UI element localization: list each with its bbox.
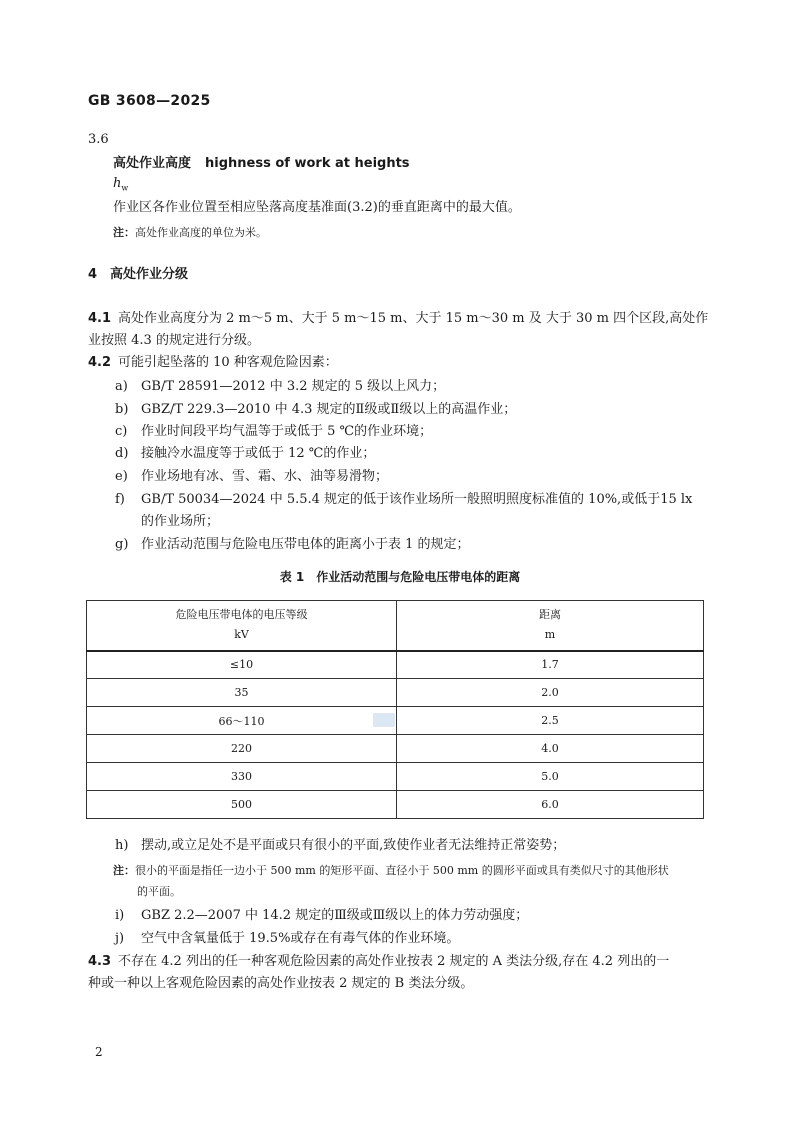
clause-4-1-text1: 高处作业高度分为 2 m～5 m、大于 5 m～15 m、大于 15 m～30 m 及 大于 30 m 四个区段,高处作: [118, 311, 709, 326]
voltage-cell: 330: [87, 763, 397, 791]
voltage-cell: 220: [87, 735, 397, 763]
clause-4-3-number: 4.3: [88, 954, 112, 969]
list-item-continuation: 的作业场所；: [141, 514, 220, 529]
distance-cell: 4.0: [397, 735, 704, 763]
table-header-row: [87, 601, 704, 651]
term-heading: [113, 154, 410, 174]
distance-column-header: 距离 m: [397, 601, 704, 651]
distance-cell: 2.5: [397, 707, 704, 735]
page-number: 2: [95, 1045, 103, 1059]
distance-cell: 2.0: [397, 679, 704, 707]
term-symbol: [113, 176, 128, 193]
watermark-logo: [373, 713, 395, 727]
table-row: [87, 763, 704, 791]
voltage-cell: 66～110: [87, 707, 397, 735]
distance-table: [86, 600, 704, 819]
voltage-column-header: 危险电压带电体的电压等级 kV: [87, 601, 397, 651]
section-4-title: 4 高处作业分级: [88, 267, 189, 282]
term-definition: 作业区各作业位置至相应坠落高度基准面(3.2)的垂直距离中的最大值。: [113, 200, 521, 215]
list-item: e) 作业场地有冰、雪、霜、水、油等易滑物；: [115, 469, 389, 484]
list-note-text: 很小的平面是指任一边小于 500 mm 的矩形平面、直径小于 500 mm 的圆形平面或具有类似尺寸的其他形状: [135, 864, 669, 877]
list-note-label: 注：: [113, 864, 135, 877]
distance-cell: 1.7: [397, 651, 704, 679]
voltage-cell: 35: [87, 679, 397, 707]
clause-4-1-line1: [88, 309, 708, 329]
clause-4-3-line2: 种或一种以上客观危险因素的高处作业按表 2 规定的 B 类法分级。: [88, 976, 474, 991]
list-item: j) 空气中含氧量低于 19.5%或存在有毒气体的作业环境。: [115, 931, 460, 946]
clause-4-1-line2: 业按照 4.3 的规定进行分级。: [88, 333, 260, 348]
list-item: b) GBZ/T 229.3—2010 中 4.3 规定的Ⅱ级或Ⅱ级以上的高温作业；: [115, 402, 517, 417]
table-row: [87, 707, 704, 735]
clause-4-2-text: 可能引起坠落的 10 种客观危险因素：: [118, 355, 338, 370]
list-item: h) 摆动,或立足处不是平面或只有很小的平面,致使作业者无法维持正常姿势；: [115, 838, 566, 853]
table-row: [87, 735, 704, 763]
voltage-cell: 500: [87, 791, 397, 819]
list-note: [113, 862, 669, 878]
term-number: 3.6: [88, 132, 109, 147]
table-caption: 表 1 作业活动范围与危险电压带电体的距离: [279, 570, 521, 584]
term-zh: 高处作业高度: [113, 156, 192, 171]
term-note-text: 高处作业高度的单位为米。: [135, 226, 267, 239]
list-item: a) GB/T 28591—2012 中 3.2 规定的 5 级以上风力；: [115, 379, 446, 394]
term-note-label: 注：: [113, 226, 135, 239]
clause-4-2-number: 4.2: [88, 355, 112, 370]
standard-header: GB 3608—2025: [88, 93, 211, 109]
clause-4-3-text1: 不存在 4.2 列出的任一种客观危险因素的高处作业按表 2 规定的 A 类法分级,存在 4.2 列出的一: [118, 954, 670, 969]
clause-4-1-number: 4.1: [88, 311, 112, 326]
term-symbol-sub: w: [121, 183, 129, 193]
list-item: i) GBZ 2.2—2007 中 14.2 规定的Ⅲ级或Ⅲ级以上的体力劳动强度；: [115, 908, 529, 923]
term-note: [113, 224, 267, 240]
term-en: highness of work at heights: [205, 156, 410, 171]
clause-4-2-intro: [88, 353, 338, 373]
distance-cell: 5.0: [397, 763, 704, 791]
list-note-continuation: 的平面。: [137, 885, 181, 898]
list-item: g) 作业活动范围与危险电压带电体的距离小于表 1 的规定；: [115, 537, 470, 552]
table-row: [87, 791, 704, 819]
list-item: d) 接触冷水温度等于或低于 12 ℃的作业；: [115, 446, 376, 461]
list-item: c) 作业时间段平均气温等于或低于 5 ℃的作业环境；: [115, 424, 433, 439]
list-item: f) GB/T 50034—2024 中 5.5.4 规定的低于该作业场所一般照明照度标准值的 10%,或低于15 lx: [115, 492, 693, 507]
voltage-cell: ≤10: [87, 651, 397, 679]
table-row: [87, 651, 704, 679]
clause-4-3-line1: [88, 952, 669, 972]
term-symbol-main: h: [113, 176, 122, 191]
table-row: [87, 679, 704, 707]
distance-cell: 6.0: [397, 791, 704, 819]
